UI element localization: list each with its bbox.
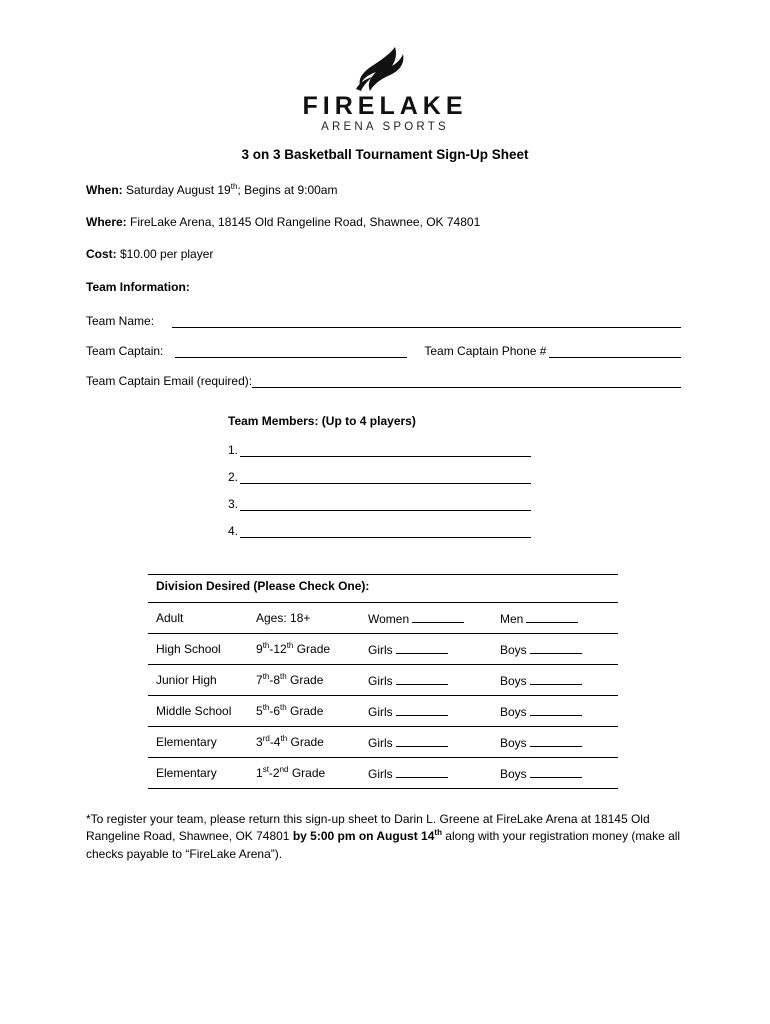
page-title: 3 on 3 Basketball Tournament Sign-Up Sheet	[241, 147, 529, 162]
checkbox-blank[interactable]	[526, 611, 578, 623]
team-captain-row	[86, 344, 684, 358]
member-number: 2.	[228, 469, 239, 484]
checkbox-blank[interactable]	[530, 642, 582, 654]
member-input[interactable]	[240, 498, 531, 511]
division-grade: Ages: 18+	[256, 602, 368, 633]
member-input[interactable]	[240, 525, 531, 538]
table-row	[148, 757, 618, 788]
division-grade: 1st-2nd Grade	[256, 757, 368, 788]
division-grade: 3rd-4th Grade	[256, 726, 368, 757]
table-row	[148, 574, 618, 602]
division-level: Elementary	[148, 757, 256, 788]
division-grade: 7th-8th Grade	[256, 664, 368, 695]
captain-phone-input[interactable]	[549, 345, 681, 358]
table-row	[148, 695, 618, 726]
checkbox-blank[interactable]	[530, 766, 582, 778]
division-girls-option[interactable]: Girls	[368, 695, 500, 726]
division-boys-option[interactable]: Boys	[500, 757, 618, 788]
cost-line	[86, 246, 684, 262]
list-item	[228, 497, 531, 511]
team-captain-label: Team Captain:	[86, 343, 164, 358]
captain-phone-label: Team Captain Phone #	[424, 343, 547, 358]
footnote-part2: along with your registration money (make all checks payable to “FireLake Arena”).	[86, 829, 681, 861]
team-members-heading: Team Members: (Up to 4 players)	[228, 413, 416, 428]
when-value-post: ; Begins at 9:00am	[237, 183, 338, 197]
cost-label: Cost:	[86, 247, 117, 262]
captain-email-label: Team Captain Email (required):	[86, 373, 253, 388]
footnote-deadline-ordinal: th	[434, 828, 442, 838]
division-girls-option[interactable]: Girls	[368, 664, 500, 695]
footnote	[86, 811, 684, 863]
checkbox-blank[interactable]	[412, 611, 464, 623]
team-information-heading: Team Information:	[86, 279, 190, 294]
member-input[interactable]	[240, 471, 531, 484]
division-table	[148, 574, 618, 789]
member-number: 1.	[228, 442, 239, 457]
division-level: Middle School	[148, 695, 256, 726]
when-label: When:	[86, 183, 123, 197]
division-heading: Division Desired (Please Check One):	[148, 574, 618, 602]
checkbox-blank[interactable]	[530, 704, 582, 716]
when-value-pre: Saturday August 19	[122, 183, 231, 197]
division-level: High School	[148, 633, 256, 664]
logo	[86, 46, 684, 133]
where-label: Where:	[86, 215, 127, 230]
flame-icon	[354, 46, 416, 92]
division-level: Adult	[148, 602, 256, 633]
checkbox-blank[interactable]	[396, 735, 448, 747]
division-boys-option[interactable]: Boys	[500, 726, 618, 757]
team-name-label: Team Name:	[86, 313, 155, 328]
division-boys-option[interactable]: Boys	[500, 664, 618, 695]
logo-wordmark: FIRELAKE	[302, 92, 468, 120]
member-number: 4.	[228, 523, 239, 538]
division-grade: 5th-6th Grade	[256, 695, 368, 726]
division-girls-option[interactable]: Girls	[368, 726, 500, 757]
team-name-row	[86, 314, 684, 328]
checkbox-blank[interactable]	[396, 642, 448, 654]
division-boys-option[interactable]: Men	[500, 602, 618, 633]
when-ordinal: th	[230, 182, 238, 191]
when-line	[86, 182, 684, 198]
table-row	[148, 726, 618, 757]
division-girls-option[interactable]: Girls	[368, 757, 500, 788]
list-item	[228, 443, 531, 457]
division-boys-option[interactable]: Boys	[500, 633, 618, 664]
list-item	[228, 470, 531, 484]
division-grade: 9th-12th Grade	[256, 633, 368, 664]
cost-value: $10.00 per player	[116, 247, 214, 262]
table-row	[148, 602, 618, 633]
division-boys-option[interactable]: Boys	[500, 695, 618, 726]
list-item	[228, 524, 531, 538]
footnote-deadline: by 5:00 pm on August 14	[292, 829, 435, 844]
team-members-section	[228, 414, 684, 538]
checkbox-blank[interactable]	[396, 673, 448, 685]
captain-email-row	[86, 374, 684, 388]
where-line	[86, 214, 684, 230]
team-captain-input[interactable]	[175, 345, 407, 358]
team-name-input[interactable]	[172, 315, 681, 328]
division-girls-option[interactable]: Girls	[368, 633, 500, 664]
footnote-part1: *To register your team, please return this sign-up sheet to Darin L. Greene at FireLake Arena at 18145 Old Rangeline Road, Shawnee, OK 74801	[86, 811, 650, 844]
checkbox-blank[interactable]	[396, 704, 448, 716]
logo-subtitle: ARENA SPORTS	[321, 121, 449, 133]
division-level: Junior High	[148, 664, 256, 695]
member-input[interactable]	[240, 444, 531, 457]
table-row	[148, 633, 618, 664]
division-level: Elementary	[148, 726, 256, 757]
checkbox-blank[interactable]	[396, 766, 448, 778]
member-number: 3.	[228, 496, 239, 511]
where-value: FireLake Arena, 18145 Old Rangeline Road, Shawnee, OK 74801	[126, 215, 481, 230]
table-row	[148, 664, 618, 695]
division-girls-option[interactable]: Women	[368, 602, 500, 633]
checkbox-blank[interactable]	[530, 735, 582, 747]
checkbox-blank[interactable]	[530, 673, 582, 685]
captain-email-input[interactable]	[252, 375, 681, 388]
